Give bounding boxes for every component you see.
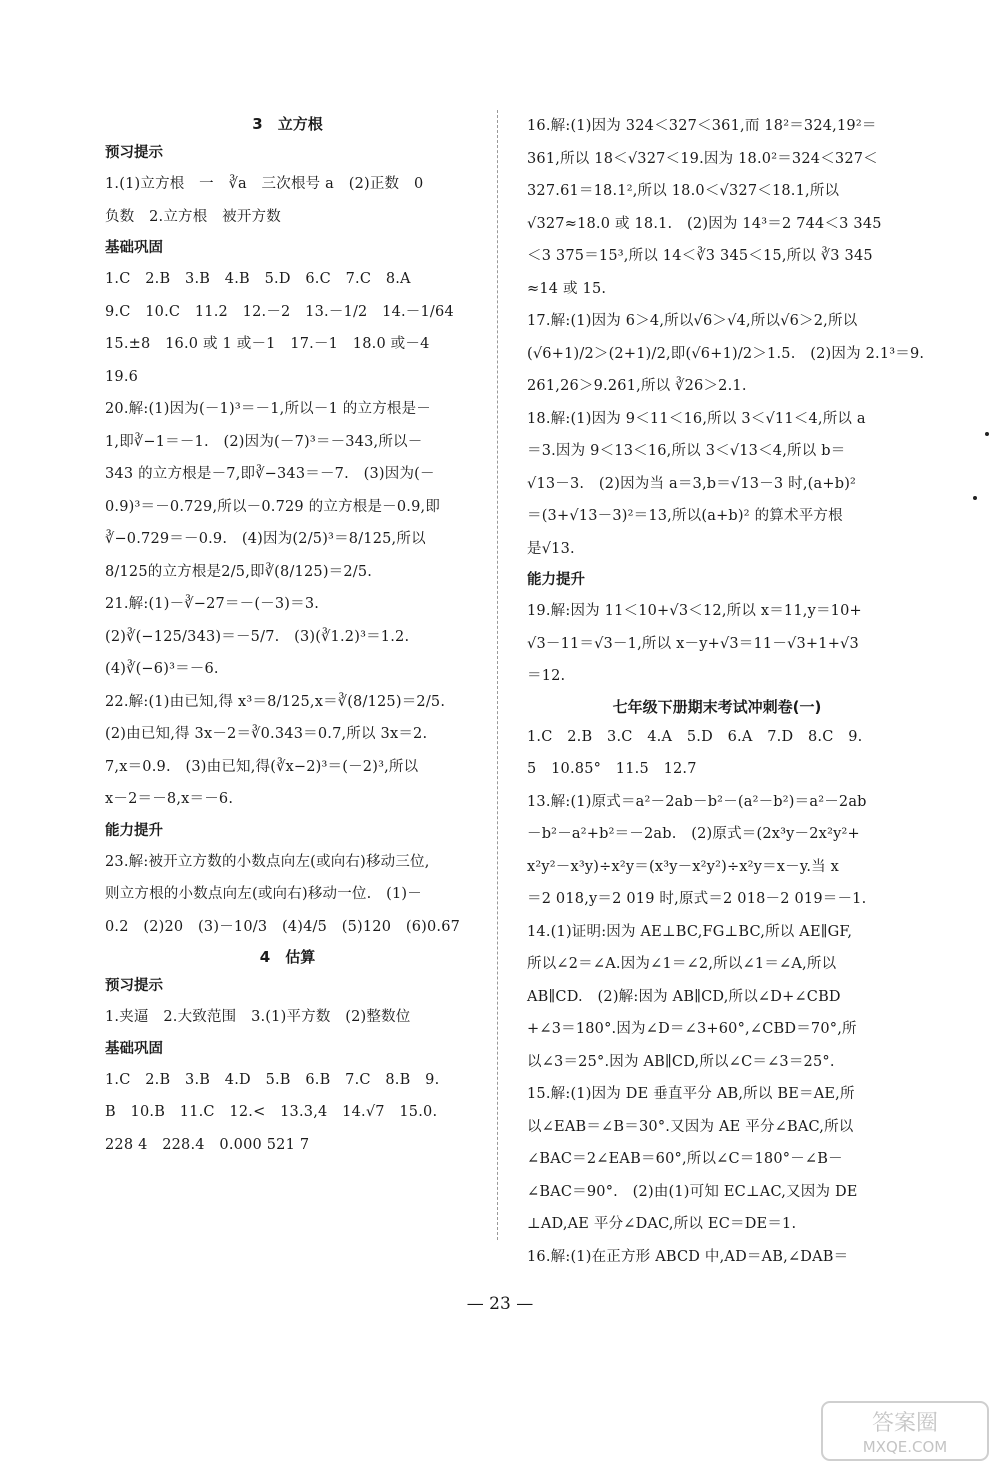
solution-19	[527, 595, 907, 693]
exam-solution-13	[527, 786, 907, 916]
section-title-estimation: 4 估算	[259, 948, 316, 966]
margin-dot	[973, 496, 977, 500]
text-line: (√6+1)/2＞(2+1)/2,即(√6+1)/2＞1.5. (2)因为 2.1³＝9.	[527, 345, 925, 362]
text-line: 17.解:(1)因为 6＞4,所以√6＞√4,所以√6＞2,所以	[527, 313, 858, 329]
text-line: 361,所以 18＜√327＜19.因为 18.0²＝324＜327＜	[527, 150, 878, 167]
text-line: 15.±8 16.0 或 1 或－1 17.－1 18.0 或－4	[105, 336, 430, 352]
text-line: 则立方根的小数点向左(或向右)移动一位. (1)－	[105, 886, 422, 902]
estimation-basic	[105, 1064, 470, 1162]
section-title-cube-root: 3 立方根	[252, 115, 323, 133]
text-line: ≈14 或 15.	[527, 280, 607, 297]
text-line: AB∥CD. (2)解:因为 AB∥CD,所以∠D+∠CBD	[527, 988, 841, 1005]
text-line: (2)由已知,得 3x－2＝∛0.343＝0.7,所以 3x＝2.	[105, 726, 428, 742]
text-line: ∛−0.729＝－0.9. (4)因为(2/5)³＝8/125,所以	[105, 531, 426, 547]
exam-solution-15	[527, 1078, 907, 1241]
text-line: √13－3. (2)因为当 a＝3,b＝√13－3 时,(a+b)²	[527, 475, 857, 492]
text-line: ＝(3+√13－3)²＝13,所以(a+b)² 的算术平方根	[527, 508, 843, 524]
preview-answers	[105, 168, 470, 233]
text-line: ∠BAC＝90°. (2)由(1)可知 EC⊥AC,又因为 DE	[527, 1183, 858, 1200]
exam-solution-14	[527, 916, 907, 1079]
text-line: 228 4 228.4 0.000 521 7	[105, 1136, 310, 1153]
exam-title: 七年级下册期末考试冲刺卷(一)	[612, 697, 822, 716]
subheading-basic: 基础巩固	[105, 240, 163, 256]
solution-23	[105, 846, 470, 944]
solution-20	[105, 393, 470, 588]
text-line: 0.2 (2)20 (3)－10/3 (4)4/5 (5)120 (6)0.67	[105, 918, 461, 935]
column-divider	[497, 110, 498, 1240]
estimation-preview	[105, 1001, 470, 1034]
text-line: 261,26＞9.261,所以 ∛26＞2.1.	[527, 378, 747, 394]
text-line: 23.解:被开立方数的小数点向左(或向右)移动三位,	[105, 853, 430, 870]
text-line: 16.解:(1)在正方形 ABCD 中,AD＝AB,∠DAB＝	[527, 1248, 849, 1265]
text-line: 1.(1)立方根 一 ∛a 三次根号 a (2)正数 0	[105, 176, 424, 192]
text-line: x－2＝－8,x＝－6.	[105, 791, 234, 807]
text-line: ∠BAC＝2∠EAB＝60°,所以∠C＝180°－∠B－	[527, 1151, 843, 1167]
text-line: 18.解:(1)因为 9＜11＜16,所以 3＜√11＜4,所以 a	[527, 410, 866, 427]
text-line: 1.C 2.B 3.B 4.D 5.B 6.B 7.C 8.B 9.	[105, 1071, 440, 1088]
text-line: 以∠EAB＝∠B＝30°.又因为 AE 平分∠BAC,所以	[527, 1118, 854, 1135]
text-line: ＝2 018,y＝2 019 时,原式＝2 018－2 019＝－1.	[527, 891, 867, 907]
subheading-preview: 预习提示	[105, 145, 163, 161]
text-line: 1.C 2.B 3.C 4.A 5.D 6.A 7.D 8.C 9.	[527, 728, 863, 745]
text-line: √3－11＝√3－1,所以 x－y+√3＝11－√3+1+√3	[527, 635, 859, 652]
page-number: — 23 —	[466, 1294, 534, 1314]
text-line: 15.解:(1)因为 DE 垂直平分 AB,所以 BE＝AE,所	[527, 1086, 855, 1102]
text-line: 327.61＝18.1²,所以 18.0＜√327＜18.1,所以	[527, 183, 840, 199]
text-line: 13.解:(1)原式＝a²－2ab－b²－(a²－b²)＝a²－2ab	[527, 793, 867, 810]
stamp-url: MXQE.COM	[862, 1438, 948, 1456]
text-line: 负数 2.立方根 被开方数	[105, 208, 281, 225]
text-line: 22.解:(1)由已知,得 x³＝8/125,x＝∛(8/125)＝2/5.	[105, 693, 446, 710]
text-line: 9.C 10.C 11.2 12.－2 13.－1/2 14.－1/64	[105, 303, 454, 320]
subheading-advanced: 能力提升	[105, 822, 163, 839]
text-line: 所以∠2＝∠A.因为∠1＝∠2,所以∠1＝∠A,所以	[527, 956, 837, 972]
exam-choices	[527, 721, 907, 786]
right-column	[527, 110, 925, 1273]
text-line: 7,x＝0.9. (3)由已知,得(∛x−2)³＝(－2)³,所以	[105, 758, 419, 775]
solution-16	[527, 110, 907, 305]
text-line: √327≈18.0 或 18.1. (2)因为 14³＝2 744＜3 345	[527, 215, 882, 232]
text-line: 0.9)³＝－0.729,所以－0.729 的立方根是－0.9,即	[105, 498, 441, 515]
margin-dot	[985, 432, 989, 436]
text-line: 20.解:(1)因为(－1)³＝－1,所以－1 的立方根是－	[105, 401, 432, 417]
text-line: 1,即∛−1＝－1. (2)因为(－7)³＝－343,所以－	[105, 433, 423, 450]
subheading-basic: 基础巩固	[105, 1040, 163, 1057]
text-line: 是√13.	[527, 540, 575, 557]
text-line: 8/125的立方根是2/5,即∛(8/125)＝2/5.	[105, 563, 373, 580]
text-line: 343 的立方根是－7,即∛−343＝－7. (3)因为(－	[105, 466, 435, 482]
subheading-advanced: 能力提升	[527, 572, 585, 588]
subheading-preview: 预习提示	[105, 978, 163, 994]
text-line: ＝12.	[527, 668, 566, 684]
text-line: 19.解:因为 11＜10+√3＜12,所以 x＝11,y＝10+	[527, 603, 862, 619]
basic-answers	[105, 263, 470, 393]
text-line: (2)∛(−125/343)＝－5/7. (3)(∛1.2)³＝1.2.	[105, 628, 410, 645]
text-line: 16.解:(1)因为 324＜327＜361,而 18²＝324,19²＝	[527, 118, 877, 134]
solution-18	[527, 403, 907, 566]
text-line: B 10.B 11.C 12.< 13.3,4 14.√7 15.0.	[105, 1104, 438, 1120]
text-line: 1.夹逼 2.大致范围 3.(1)平方数 (2)整数位	[105, 1009, 411, 1025]
text-line: 5 10.85° 11.5 12.7	[527, 761, 697, 777]
text-line: ⊥AD,AE 平分∠DAC,所以 EC＝DE＝1.	[527, 1216, 797, 1232]
solution-21	[105, 588, 470, 686]
text-line: ＝3.因为 9＜13＜16,所以 3＜√13＜4,所以 b＝	[527, 443, 846, 459]
text-line: 1.C 2.B 3.B 4.B 5.D 6.C 7.C 8.A	[105, 271, 411, 287]
text-line: 21.解:(1)－∛−27＝－(－3)＝3.	[105, 596, 320, 612]
text-line: 以∠3＝25°.因为 AB∥CD,所以∠C＝∠3＝25°.	[527, 1053, 835, 1070]
text-line: －b²－a²+b²＝－2ab. (2)原式＝(2x³y－2x²y²+	[527, 826, 860, 842]
stamp-text: 答案圈	[871, 1411, 939, 1436]
exam-solution-16	[527, 1241, 907, 1274]
text-line: x²y²－x³y)÷x²y＝(x³y－x²y²)÷x²y＝x－y.当 x	[527, 858, 840, 875]
text-line: 19.6	[105, 368, 139, 385]
text-line: ＜3 375＝15³,所以 14＜∛3 345＜15,所以 ∛3 345	[527, 248, 873, 264]
text-line: 14.(1)证明:因为 AE⊥BC,FG⊥BC,所以 AE∥GF,	[527, 923, 853, 940]
text-line: +∠3＝180°.因为∠D＝∠3+60°,∠CBD＝70°,所	[527, 1021, 857, 1037]
watermark-stamp-icon	[820, 1400, 990, 1462]
solution-17	[527, 305, 925, 403]
left-column	[105, 110, 470, 1161]
text-line: (4)∛(−6)³＝－6.	[105, 661, 219, 677]
solution-22	[105, 686, 470, 816]
